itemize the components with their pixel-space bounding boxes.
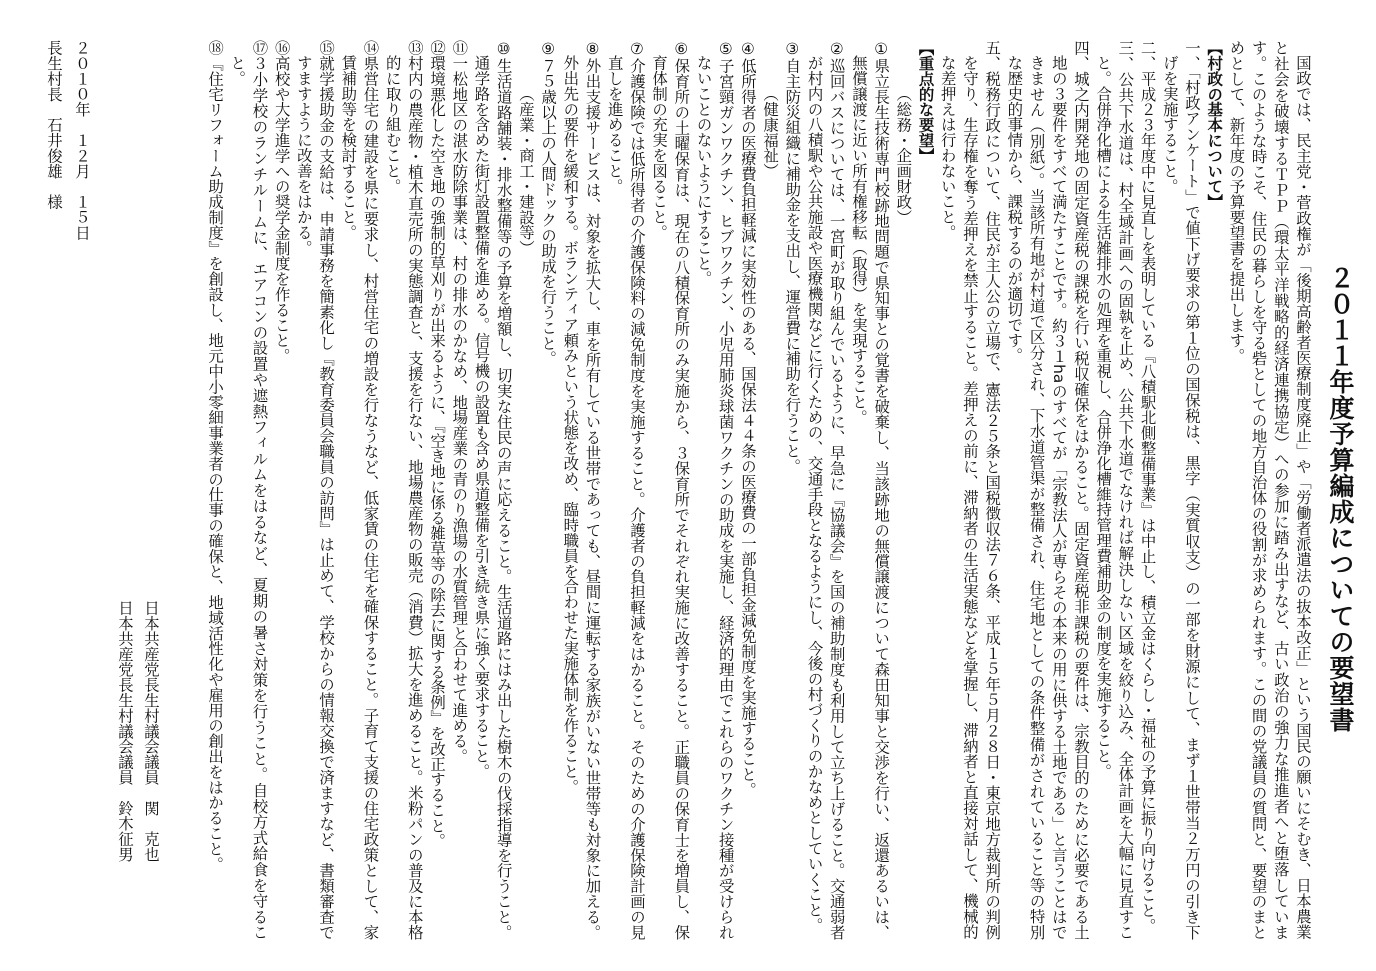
industry-item-18: ⑱『住宅リフォーム助成制度』を創設し、地元中小零細事業者の仕事の確保と、地域活性化や雇用の創出をはかること。 xyxy=(206,40,225,872)
document-body xyxy=(204,40,1314,940)
health-item-9: ⑨７５歳以上の人間ドックの助成を行うこと。 xyxy=(539,40,558,366)
signer-line: 日本共産党長生村議会議員 鈴木征男 xyxy=(116,600,134,862)
industry-item-10: ⑩生活道路舗装・排水整備等の予算を増額し、切実な住民の声に応えること。生活道路にはみ出した樹木の伐採指導を行うこと。通学路を含めた街灯設置整備を進める。信号機の設置も含め県道整備を引き続き県に強く要求すること。 xyxy=(472,40,513,940)
health-item-6: ⑥保育所の土曜保育は、現在の八積保育所のみ実施から、３保育所でそれぞれ実施に改善すること。正職員の保育士を増員し、保育体制の充実を図ること。 xyxy=(650,40,691,940)
health-item-5: ⑤子宮頸ガンワクチン、ヒブワクチン、小児用肺炎球菌ワクチンの助成を実施し、経済的理由でこれらのワクチン接種が受けられないことのないようにすること。 xyxy=(694,40,735,940)
industry-item-13: ⑬村内の農産物・植木直売所の実態調査と、支援を行ない、地場農産物の販売（消費）拡大を進めること。米粉パンの普及に本格的に取り組むこと。 xyxy=(383,40,424,940)
basic-item-4: 四、城之内開発地の固定資産税の課税を行い税収確保をはかること。固定資産税非課税の要件は、宗教目的のために必要である土地の３要件をすべて満たすことです。約３１haのすべてが「宗教法人が専らその本来の用に供する土地である」と言うことはできません（別紙）。当該所有地が村道で区分され、下水道管渠が整備され、住宅地としての条件整備がされていること等の特別な歴史的事情から、課税するのが適切です。 xyxy=(1005,40,1090,940)
basic-item-2: 二、平成２３年度中に見直しを表明している『八積駅北側整備事業』は中止し、積立金はくらし・福祉の予算に振り向けること。 xyxy=(1138,40,1157,934)
signer-line: 日本共産党長生村議会議員 関 克也 xyxy=(142,600,160,862)
basic-item-3: 三、公共下水道は、村全域計画への固執を止め、公共下水道でなければ解決しない区域を絞り込み、全体計画を大幅に見直すこと。合併浄化槽による生活雑排水の処理を重視し、合併浄化槽維持管理費補助金の制度を実施すること。 xyxy=(1094,40,1135,940)
basic-heading: 【村政の基本について】 xyxy=(1205,40,1224,210)
section-general: （総務・企画財政） xyxy=(894,86,913,225)
priority-heading: 【重点的な要望】 xyxy=(916,40,935,164)
health-item-8: ⑧外出支援サービスは、対象を拡大し、車を所有している世帯であっても、昼間に運転する家族がいない世帯等も対象に加える。外出先の要件を緩和する。ボランティア頼みという状態を改め、臨時職員を合わせた実施体制を作ること。 xyxy=(561,40,602,940)
signers-block xyxy=(112,600,164,862)
industry-item-11: ⑪一松地区の湛水防除事業は、村の排水のかなめ、地場産業の青のり漁場の水質管理と合わせて進める。 xyxy=(450,40,469,764)
general-item-3: ③自主防災組織に補助金を支出し、運営費に補助を行うこと。 xyxy=(783,40,802,474)
intro-paragraph: 国政では、民主党・菅政権が「後期高齢者医療制度廃止」や「労働者派遣法の抜本改正」という国民の願いにそむき、日本農業と社会を破壊するＴＰＰ（環太平洋戦略的経済連携協定）への参加に踏み出すなど、古い政治の強力な推進者へと堕落しています。このような時こそ、住民の暮らしを守る砦としての地方自治体の役割が求められます。この間の党議員の質問と、要望のまとめとして、新年度の予算要望書を提出します。 xyxy=(1227,40,1312,940)
general-item-2: ②巡回バスについては、一宮町が取り組んでいるように、早急に『協議会』を国の補助制度も利用して立ち上げること。交通弱者が村内の八積駅や公共施設や医療機関などに行くための、交通手段となるようにし、今後の村づくりのかなめとしていくこと。 xyxy=(805,40,846,940)
document-date: ２０１０年 １２月 １５日 xyxy=(73,40,91,241)
basic-item-5: 五、税務行政について、住民が主人公の立場で、憲法２５条と国税徴収法７６条、平成１５年５月２８日・東京地方裁判所の判例を守り、生存権を奪う差押えを禁止すること。差押えの前に、滞納者の生活実態などを掌握し、滞納者と直接対話して、機械的な差押えは行わないこと。 xyxy=(938,40,1002,940)
document-title: ２０１１年度予算編成についての要望書 xyxy=(1326,265,1355,733)
addressee: 長生村長 石井俊雄 様 xyxy=(45,40,63,210)
health-item-7: ⑦介護保険では低所得者の介護保険料の減免制度を実施すること。介護者の負担軽減をはかること。そのための介護保険計画の見直しを進めること。 xyxy=(605,40,646,940)
industry-item-12: ⑫環境悪化した空き地の強制的草刈りが出来るように、『空き地に係る雑草等の除去に関する条例』を改正すること。 xyxy=(428,40,447,849)
closing-block xyxy=(40,40,96,240)
basic-item-1: 一、「村政アンケート」で値下げ要求の第１位の国保税は、黒字（実質収支）の一部を財源にして、まず１世帯当２万円の引き下げを実施すること。 xyxy=(1160,40,1201,940)
section-industry: （産業・商工・建設等） xyxy=(516,86,535,256)
industry-item-17: ⑰３小学校のランチルームに、エアコンの設置や遮熱フィルムをはるなど、夏期の暑さ対策を行うこと。自校方式給食を守ること。 xyxy=(228,40,269,940)
industry-item-15: ⑮就学援助金の支給は、申請事務を簡素化し『教育委員会職員の訪問』は止めて、学校からの情報交換で済ますなど、書類審査ですますように改善をはかる。 xyxy=(294,40,336,940)
general-item-1: ①県立長生技術専門校跡地問題で県知事との覚書を破棄し、当該跡地の無償譲渡について森田知事と交渉を行い、返還あるいは、無償譲渡に近い所有権移転（取得）を実現すること。 xyxy=(849,40,891,940)
industry-item-16: ⑯高校や大学進学への奨学金制度を作ること。 xyxy=(272,40,291,364)
section-health: （健康福祉） xyxy=(761,86,780,179)
health-item-4: ④低所得者の医療費負担軽減に実効性のある、国保法４４条の医療費の一部負担金減免制度を実施すること。 xyxy=(738,40,757,798)
industry-item-14: ⑭県営住宅の建設を県に要求し、村営住宅の増設を行なうなど、低家賃の住宅を確保すること。子育て支援の住宅政策として、家賃補助等を検討すること。 xyxy=(339,40,380,940)
